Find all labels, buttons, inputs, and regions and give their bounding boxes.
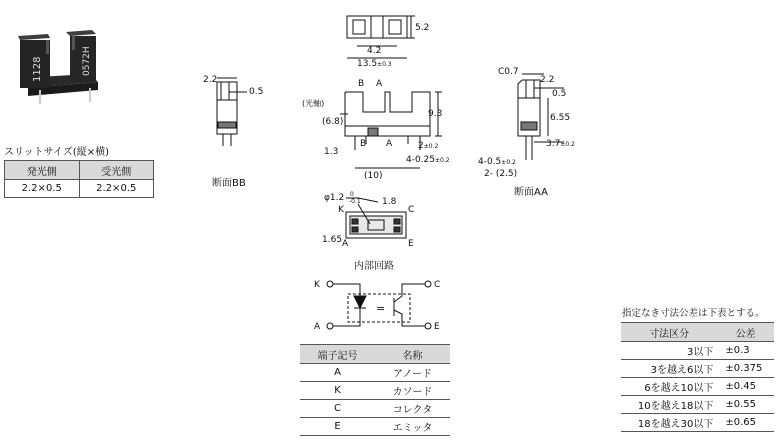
table-row (300, 400, 450, 418)
tolerance-header-value: 公差 (717, 323, 774, 342)
slit-receiver-value: 2.2×0.5 (79, 180, 154, 198)
tolerance-note: 指定なき寸法公差は下表とする。 (622, 308, 765, 319)
bottom-dim-hole-tol-up: 0 (350, 191, 354, 198)
top-dim-height: 5.2 (415, 23, 430, 33)
front-dim-axis: (6.8) (322, 117, 344, 127)
front-dim-pin-len: 2±0.2 (418, 141, 439, 151)
terminal-name: コレクタ (375, 400, 450, 418)
front-dim-leg: 1.3 (324, 147, 339, 157)
front-view-drawing (300, 74, 465, 184)
bb-dim-width: 2.2 (203, 75, 218, 85)
aa-dim-width: 2.2 (540, 75, 555, 85)
terminal-header-name: 名称 (375, 345, 450, 364)
terminal-symbol: C (300, 400, 375, 418)
tolerance-range: 18を越え30以下 (621, 414, 717, 432)
tolerance-range: 3以下 (621, 342, 717, 360)
section-bb-drawing (195, 70, 275, 160)
bottom-dim-hole: φ1.2 (324, 193, 345, 203)
top-dim-inner: 4.2 (367, 46, 382, 56)
tolerance-value: ±0.65 (717, 414, 774, 432)
table-row (621, 360, 774, 378)
table-row (300, 418, 450, 436)
tolerance-range: 6を越え10以下 (621, 378, 717, 396)
slit-header-emitter: 発光側 (5, 161, 80, 180)
section-bb-caption: 断面BB (212, 178, 246, 189)
aa-dim-slit: 0.5 (552, 89, 567, 99)
circuit-pin-c: C (434, 280, 441, 290)
table-row (300, 364, 450, 382)
slit-size-table (4, 160, 154, 198)
bottom-dim-hole-tol-dn: -0.1 (349, 198, 361, 205)
top-dim-total: 13.5±0.3 (357, 59, 392, 69)
tolerance-range: 3を越え6以下 (621, 360, 717, 378)
front-label-axis: (光軸) (302, 99, 325, 108)
bottom-dim-spacing: 1.8 (382, 197, 397, 207)
slit-header-receiver: 受光側 (79, 161, 154, 180)
bottom-pin-c: C (408, 205, 415, 215)
bottom-view-drawing (320, 190, 430, 252)
circuit-pin-a: A (314, 322, 321, 332)
internal-circuit-caption: 内部回路 (354, 261, 394, 272)
bottom-dim-offset: 1.65 (322, 235, 343, 245)
bottom-pin-e: E (408, 239, 414, 249)
top-view-drawing (335, 8, 445, 70)
table-row (621, 414, 774, 432)
bb-dim-slit: 0.5 (249, 87, 264, 97)
table-row (621, 378, 774, 396)
slit-emitter-value: 2.2×0.5 (5, 180, 80, 198)
aa-dim-pins: 4-0.5±0.2 (478, 157, 516, 167)
front-label-a-top: A (376, 79, 383, 89)
aa-dim-pitch: 2- (2.5) (484, 169, 518, 179)
table-row (300, 382, 450, 400)
tolerance-table (621, 322, 774, 432)
terminal-header-symbol: 端子記号 (300, 345, 375, 364)
tolerance-header-range: 寸法区分 (621, 323, 717, 342)
terminal-symbol: K (300, 382, 375, 400)
terminal-symbol: E (300, 418, 375, 436)
tolerance-value: ±0.55 (717, 396, 774, 414)
circuit-equals: = (376, 302, 386, 315)
terminal-name: エミッタ (375, 418, 450, 436)
tolerance-value: ±0.3 (717, 342, 774, 360)
tolerance-range: 10を越え18以下 (621, 396, 717, 414)
aa-dim-h1: 6.55 (550, 113, 571, 123)
slit-size-title: スリットサイズ(縦×横) (4, 147, 109, 158)
table-row (621, 342, 774, 360)
terminal-symbol: A (300, 364, 375, 382)
bottom-pin-k: K (338, 205, 344, 215)
front-label-b-top: B (358, 79, 365, 89)
terminal-name: カソード (375, 382, 450, 400)
tolerance-value: ±0.375 (717, 360, 774, 378)
section-aa-drawing (478, 60, 588, 185)
bottom-pin-a: A (342, 239, 349, 249)
tolerance-value: ±0.45 (717, 378, 774, 396)
section-aa-caption: 断面AA (514, 187, 548, 198)
front-dim-height: 9.3 (428, 109, 443, 119)
terminal-table (300, 344, 450, 436)
front-dim-pins: 4-0.25±0.2 (406, 155, 450, 165)
aa-dim-chamfer: C0.7 (498, 67, 519, 77)
table-row (621, 396, 774, 414)
circuit-pin-k: K (314, 280, 320, 290)
photo-label-left: 1128 (32, 56, 43, 82)
front-label-a-bot: A (386, 139, 393, 149)
aa-dim-h2: 3.7±0.2 (546, 139, 575, 149)
circuit-pin-e: E (434, 322, 440, 332)
internal-circuit-diagram (308, 274, 458, 336)
photo-label-right: 0572H (82, 46, 92, 76)
product-photo (10, 30, 105, 105)
front-label-b-bot: B (360, 139, 367, 149)
terminal-name: アノード (375, 364, 450, 382)
front-dim-pitch: (10) (364, 171, 383, 181)
